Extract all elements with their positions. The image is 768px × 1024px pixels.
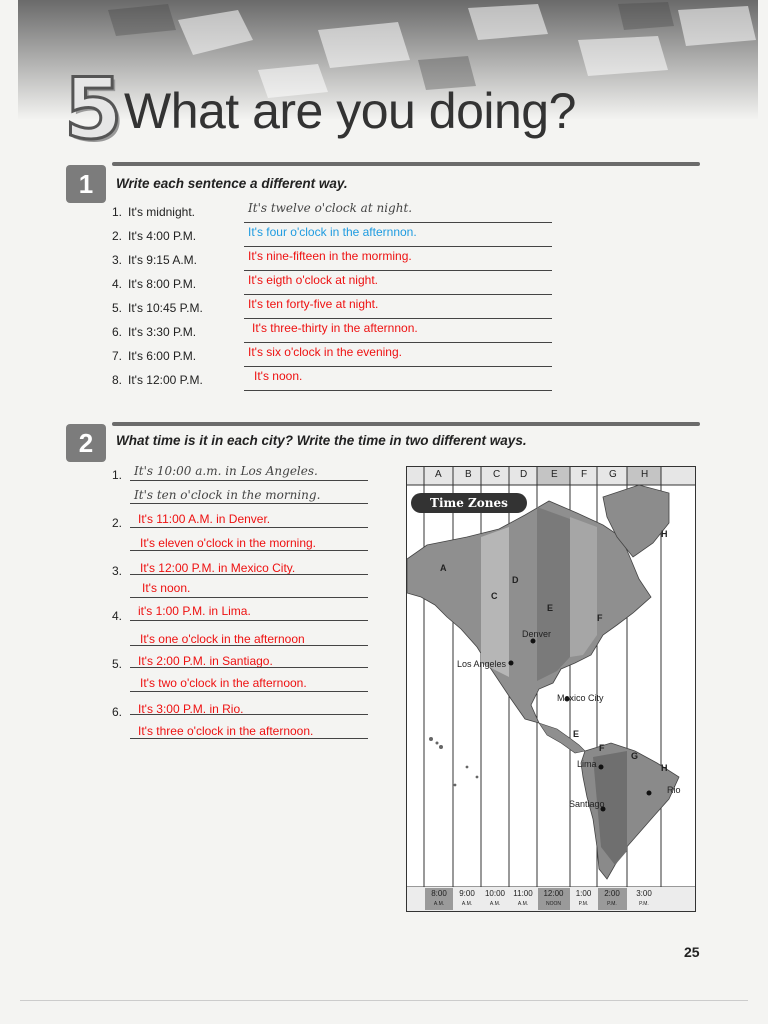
zone-letter: B <box>465 469 472 480</box>
page-number: 25 <box>684 944 700 960</box>
answer-line <box>130 550 368 551</box>
item-question: It's 3:30 P.M. <box>128 325 197 339</box>
answer-line <box>130 620 368 621</box>
answer-text[interactable]: It's nine-fifteen in the morming. <box>248 249 412 263</box>
item-number: 2. <box>112 516 123 530</box>
item-question: It's 12:00 P.M. <box>128 373 203 387</box>
answer-line <box>130 645 368 646</box>
item-number: 8. <box>112 373 123 387</box>
answer-text[interactable]: It's 10:00 a.m. in Los Angeles. <box>134 464 318 478</box>
map-drawing <box>407 467 695 911</box>
exercise-1-instruction: Write each sentence a different way. <box>116 176 348 191</box>
answer-text[interactable]: It's eigth o'clock at night. <box>248 273 378 287</box>
answer-line <box>130 480 368 481</box>
item-number: 4. <box>112 609 123 623</box>
item-question: It's 10:45 P.M. <box>128 301 203 315</box>
zone-label: E <box>573 729 580 739</box>
answer-line <box>130 527 368 528</box>
exercise-1-item <box>112 249 552 271</box>
zone-letter: G <box>609 469 617 480</box>
item-number: 6. <box>112 705 123 719</box>
answer-line <box>130 691 368 692</box>
answer-text[interactable]: It's 12:00 P.M. in Mexico City. <box>140 561 296 575</box>
zone-time: 9:00 A.M. <box>459 889 475 907</box>
item-number: 5. <box>112 301 123 315</box>
city-label-santiago: Santiago <box>569 799 605 809</box>
zone-time: 2:00 P.M. <box>604 889 620 907</box>
answer-text[interactable]: It's eleven o'clock in the morning. <box>140 536 317 550</box>
answer-text[interactable]: It's ten o'clock in the morning. <box>134 488 321 502</box>
answer-line <box>244 294 552 295</box>
item-number: 2. <box>112 229 123 243</box>
answer-line <box>244 270 552 271</box>
zone-letter: A <box>435 469 442 480</box>
zone-time: 12:00 NOON <box>543 889 564 907</box>
footer-rule <box>20 1000 748 1001</box>
answer-line <box>130 738 368 739</box>
answer-line <box>244 318 552 319</box>
zone-letter: F <box>581 469 588 480</box>
item-question: It's 9:15 A.M. <box>128 253 197 267</box>
zone-label: H <box>661 529 668 539</box>
answer-text[interactable]: It's noon. <box>142 581 191 595</box>
item-number: 5. <box>112 657 123 671</box>
item-question: It's 8:00 P.M. <box>128 277 197 291</box>
zone-letter: E <box>551 469 558 480</box>
map-title: Time Zones <box>411 493 527 513</box>
item-number: 4. <box>112 277 123 291</box>
unit-number: 5 <box>64 60 123 158</box>
zone-label: C <box>491 591 498 601</box>
zone-label: F <box>597 613 603 623</box>
answer-line <box>130 597 368 598</box>
zone-label: D <box>512 575 519 585</box>
exercise-1-item <box>112 297 552 319</box>
city-label-rio: Rio <box>667 785 681 795</box>
answer-line <box>130 714 368 715</box>
city-label-los-angeles: Los Angeles <box>457 659 507 669</box>
exercise-1-number: 1 <box>66 165 106 203</box>
answer-text[interactable]: it's 1:00 P.M. in Lima. <box>138 604 251 618</box>
city-label-lima: Lima <box>577 759 597 769</box>
item-number: 6. <box>112 325 123 339</box>
exercise-2-instruction: What time is it in each city? Write the time in two different ways. <box>116 433 527 448</box>
answer-line <box>130 667 368 668</box>
city-label-mexico-city: Mexico City <box>557 693 604 703</box>
answer-text[interactable]: It's one o'clock in the afternoon <box>140 632 305 646</box>
answer-text[interactable]: It's six o'clock in the evening. <box>248 345 402 359</box>
exercise-1-rule <box>112 162 700 166</box>
zone-label: A <box>440 563 447 573</box>
item-number: 7. <box>112 349 123 363</box>
page-title: What are you doing? <box>124 83 576 139</box>
answer-text[interactable]: It's three o'clock in the afternoon. <box>138 724 314 738</box>
time-zone-map <box>406 466 696 912</box>
answer-line <box>244 246 552 247</box>
answer-text[interactable]: It's 2:00 P.M. in Santiago. <box>138 654 273 668</box>
zone-time: 1:00 P.M. <box>575 889 592 907</box>
zone-time: 10:00 A.M. <box>484 889 506 907</box>
answer-text[interactable]: It's noon. <box>254 369 303 383</box>
zone-time: 11:00 A.M. <box>513 889 533 907</box>
zone-label: E <box>547 603 554 613</box>
item-question: It's 6:00 P.M. <box>128 349 197 363</box>
answer-line <box>130 503 368 504</box>
zone-label: F <box>599 743 605 753</box>
exercise-1-item <box>112 369 552 391</box>
answer-text[interactable]: It's twelve o'clock at night. <box>248 201 413 215</box>
exercise-1-item <box>112 273 552 295</box>
answer-line <box>244 366 552 367</box>
answer-text[interactable]: It's 11:00 A.M. in Denver. <box>138 512 271 526</box>
zone-letter: C <box>493 469 501 480</box>
item-number: 1. <box>112 205 123 219</box>
zone-label: G <box>631 751 639 761</box>
answer-line <box>244 342 552 343</box>
exercise-2-rule <box>112 422 700 426</box>
item-question: It's midnight. <box>128 205 195 219</box>
answer-text[interactable]: It's ten forty-five at night. <box>248 297 379 311</box>
answer-text[interactable]: It's four o'clock in the afternnon. <box>248 225 417 239</box>
exercise-1-item <box>112 201 552 223</box>
answer-line <box>244 390 552 391</box>
answer-text[interactable]: It's two o'clock in the afternoon. <box>140 676 307 690</box>
zone-time: 8:00 A.M. <box>431 889 447 907</box>
exercise-2-number: 2 <box>66 424 106 462</box>
answer-text[interactable]: It's 3:00 P.M. in Rio. <box>138 702 244 716</box>
zone-time: 3:00 P.M. <box>636 889 652 907</box>
zone-letter: D <box>520 469 528 480</box>
exercise-1-item <box>112 321 552 343</box>
answer-text[interactable]: It's three-thirty in the afternnon. <box>252 321 418 335</box>
city-label-denver: Denver <box>522 629 552 639</box>
zone-label: H <box>661 763 668 773</box>
item-number: 3. <box>112 253 123 267</box>
answer-line <box>244 222 552 223</box>
exercise-1-item <box>112 345 552 367</box>
item-number: 3. <box>112 564 123 578</box>
item-question: It's 4:00 P.M. <box>128 229 197 243</box>
exercise-1-item <box>112 225 552 247</box>
zone-letter: H <box>641 469 649 480</box>
item-number: 1. <box>112 468 123 482</box>
answer-line <box>130 574 368 575</box>
